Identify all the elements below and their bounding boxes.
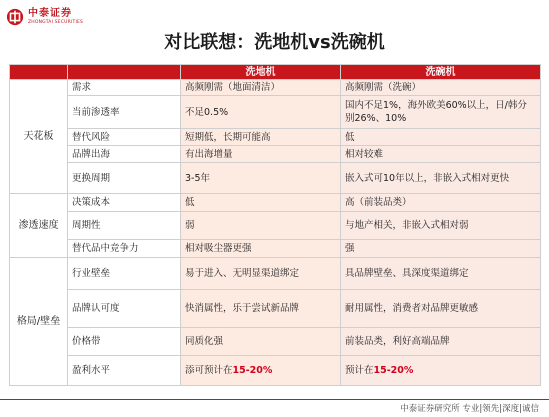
cell-floor-scrubber: 同质化强 [181, 328, 341, 356]
cell-floor-scrubber: 高频刚需（地面清洁） [181, 80, 341, 96]
profit-highlight: 15-20% [232, 365, 273, 376]
category-penetration-speed: 渗透速度 [10, 194, 68, 258]
cell-dishwasher: 前装品类，利好高端品牌 [341, 328, 541, 356]
table-row [10, 96, 541, 129]
cell-dishwasher: 具品牌壁垒、具深度渠道绑定 [341, 258, 541, 290]
table-row [10, 258, 541, 290]
brand-logo [6, 8, 83, 26]
row-item: 行业壁垒 [68, 258, 181, 290]
cell-floor-scrubber: 有出海增量 [181, 146, 341, 163]
cell-floor-scrubber: 低 [181, 194, 341, 212]
table-row [10, 129, 541, 146]
cell-dishwasher: 与地产相关，非嵌入式相对弱 [341, 212, 541, 240]
cell-floor-scrubber [181, 356, 341, 386]
brand-name-en: ZHONGTAI SECURITIES [28, 19, 84, 25]
row-item: 品牌认可度 [68, 290, 181, 328]
cell-dishwasher: 低 [341, 129, 541, 146]
brand-name: 中泰证券 [28, 7, 72, 19]
row-item: 盈利水平 [68, 356, 181, 386]
cell-dishwasher: 嵌入式可10年以上，非嵌入式相对更快 [341, 163, 541, 194]
footer-text: 中泰证券研究所 专业|领先|深度|诚信 [400, 404, 539, 414]
category-landscape-barriers: 格局/壁垒 [10, 258, 68, 386]
table-row [10, 240, 541, 258]
profit-prefix: 预计在 [345, 365, 374, 376]
cell-dishwasher: 高（前装品类） [341, 194, 541, 212]
table-row [10, 356, 541, 386]
cell-floor-scrubber: 不足0.5% [181, 96, 341, 129]
row-item: 替代风险 [68, 129, 181, 146]
header-floor-scrubber: 洗地机 [181, 65, 341, 80]
row-item: 周期性 [68, 212, 181, 240]
row-item: 决策成本 [68, 194, 181, 212]
cell-floor-scrubber: 3-5年 [181, 163, 341, 194]
cell-floor-scrubber: 弱 [181, 212, 341, 240]
footer-divider [0, 399, 549, 400]
header-dishwasher: 洗碗机 [341, 65, 541, 80]
cell-dishwasher: 耐用属性，消费者对品牌更敏感 [341, 290, 541, 328]
cell-floor-scrubber: 短期低，长期可能高 [181, 129, 341, 146]
table-row [10, 80, 541, 96]
row-item: 当前渗透率 [68, 96, 181, 129]
cell-floor-scrubber: 相对吸尘器更强 [181, 240, 341, 258]
table-row [10, 212, 541, 240]
profit-highlight: 15-20% [373, 365, 414, 376]
row-item: 品牌出海 [68, 146, 181, 163]
table-row [10, 290, 541, 328]
cell-dishwasher: 强 [341, 240, 541, 258]
zhongtai-logo-icon [6, 8, 24, 26]
table-row [10, 194, 541, 212]
cell-floor-scrubber: 快消属性，乐于尝试新品牌 [181, 290, 341, 328]
row-item: 价格带 [68, 328, 181, 356]
profit-prefix: 添可预计在 [185, 365, 233, 376]
cell-dishwasher: 国内不足1%，海外欧美60%以上，日/韩分别26%、10% [341, 96, 541, 129]
cell-floor-scrubber: 易于进入、无明显渠道绑定 [181, 258, 341, 290]
header-blank-cell [68, 65, 181, 80]
row-item: 更换周期 [68, 163, 181, 194]
table-header-row [10, 65, 541, 80]
cell-dishwasher [341, 356, 541, 386]
header-blank-cell [10, 65, 68, 80]
table-row [10, 163, 541, 194]
table-row [10, 328, 541, 356]
row-item: 需求 [68, 80, 181, 96]
comparison-table [9, 64, 541, 386]
category-ceiling: 天花板 [10, 80, 68, 194]
page-title: 对比联想：洗地机vs洗碗机 [164, 32, 385, 53]
cell-dishwasher: 相对较难 [341, 146, 541, 163]
cell-dishwasher: 高频刚需（洗碗） [341, 80, 541, 96]
table-row [10, 146, 541, 163]
row-item: 替代品中竞争力 [68, 240, 181, 258]
